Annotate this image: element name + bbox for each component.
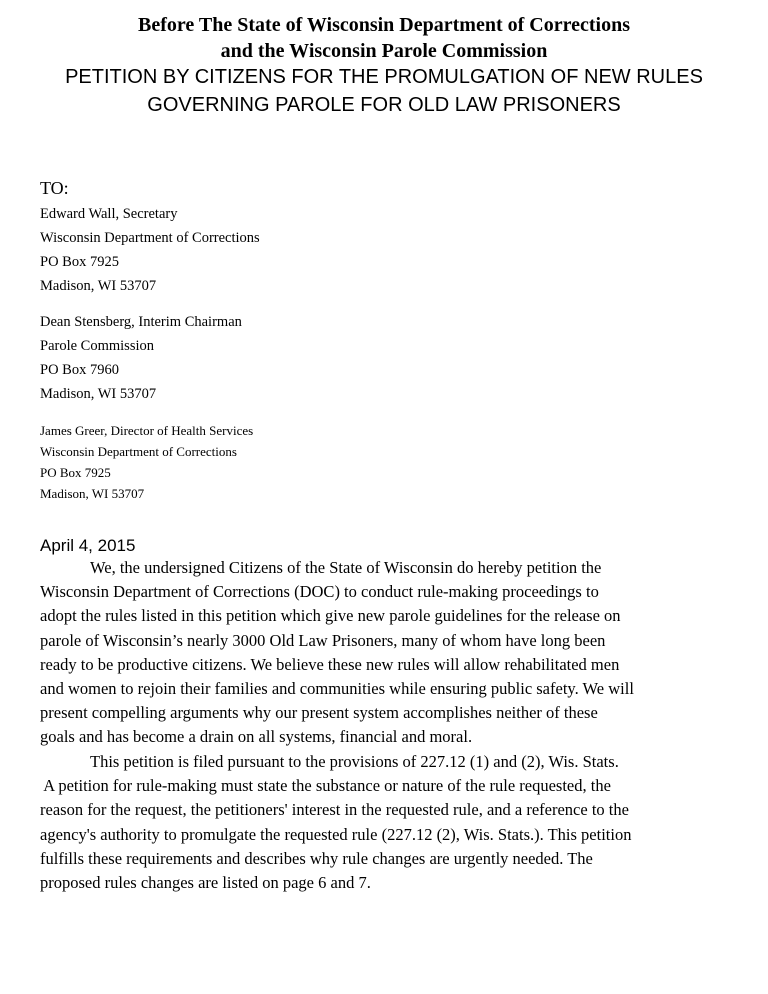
to-label: TO:	[40, 178, 69, 198]
heading-line-1: Before The State of Wisconsin Department of Corrections	[138, 14, 630, 36]
recipient-line: James Greer, Director of Health Services	[40, 423, 254, 438]
recipient-line: Wisconsin Department of Corrections	[40, 444, 237, 459]
paragraph-1	[40, 556, 740, 750]
paragraph-line: agency's authority to promulgate the requested rule (227.12 (2), Wis. Stats.). This petition	[40, 824, 632, 844]
petition-date: April 4, 2015	[40, 536, 136, 555]
heading-line-3: PETITION BY CITIZENS FOR THE PROMULGATION OF NEW RULES	[65, 66, 703, 88]
paragraph-line: parole of Wisconsin’s nearly 3000 Old Law Prisoners, many of whom have long been	[40, 630, 606, 650]
paragraph-2	[40, 750, 740, 895]
heading-line-2: and the Wisconsin Parole Commission	[220, 40, 548, 62]
paragraph-line: ready to be productive citizens. We believe these new rules will allow rehabilitated men	[40, 654, 620, 674]
recipient-block-2	[40, 310, 242, 406]
recipient-line: PO Box 7925	[40, 254, 119, 270]
paragraph-line: proposed rules changes are listed on page 6 and 7.	[40, 872, 371, 892]
recipient-block-3	[40, 420, 253, 504]
paragraph-line: Wisconsin Department of Corrections (DOC) to conduct rule-making proceedings to	[40, 582, 599, 602]
recipient-line: Edward Wall, Secretary	[40, 206, 178, 222]
recipient-line: Dean Stensberg, Interim Chairman	[40, 314, 242, 330]
paragraph-line: reason for the request, the petitioners' interest in the requested rule, and a reference to the	[40, 800, 629, 820]
recipient-line: PO Box 7925	[40, 465, 111, 480]
heading-line-4: GOVERNING PAROLE FOR OLD LAW PRISONERS	[147, 94, 621, 116]
recipient-line: Madison, WI 53707	[40, 278, 157, 294]
paragraph-line: goals and has become a drain on all systems, financial and moral.	[40, 727, 473, 747]
recipient-block-1	[40, 202, 260, 298]
paragraph-line: A petition for rule-making must state the substance or nature of the rule requested, the	[40, 776, 611, 796]
recipient-line: Madison, WI 53707	[40, 386, 157, 402]
paragraph-line: adopt the rules listed in this petition which give new parole guidelines for the release on	[40, 606, 621, 626]
paragraph-line: present compelling arguments why our present system accomplishes neither of these	[40, 703, 598, 723]
recipient-line: Parole Commission	[40, 338, 154, 354]
paragraph-line: We, the undersigned Citizens of the State of Wisconsin do hereby petition the	[90, 558, 602, 577]
recipient-line: Madison, WI 53707	[40, 486, 145, 501]
recipient-line: Wisconsin Department of Corrections	[40, 230, 260, 246]
recipient-line: PO Box 7960	[40, 362, 119, 378]
paragraph-line: This petition is filed pursuant to the provisions of 227.12 (1) and (2), Wis. Stats.	[90, 752, 619, 771]
paragraph-line: fulfills these requirements and describes why rule changes are urgently needed. The	[40, 848, 593, 868]
paragraph-line: and women to rejoin their families and communities while ensuring public safety. We will	[40, 678, 634, 698]
